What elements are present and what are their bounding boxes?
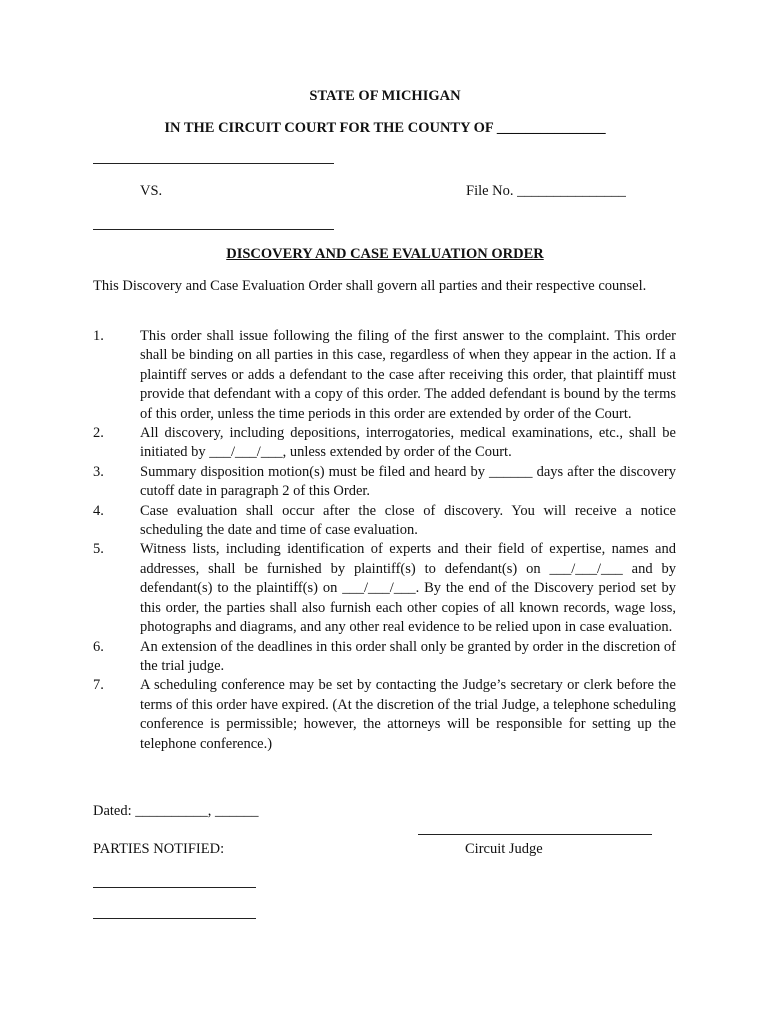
item-number: 5.	[93, 541, 104, 558]
vs-label: VS.	[140, 183, 163, 199]
court-title: IN THE CIRCUIT COURT FOR THE COUNTY OF _______________	[164, 120, 606, 136]
file-number-label: File No. _______________	[466, 183, 626, 199]
order-title: DISCOVERY AND CASE EVALUATION ORDER	[226, 246, 544, 262]
list-item	[93, 327, 676, 424]
parties-notified-label: PARTIES NOTIFIED:	[93, 841, 225, 857]
order-terms-list	[93, 327, 676, 754]
list-item	[93, 463, 676, 502]
item-number: 4.	[93, 502, 104, 519]
circuit-judge-label: Circuit Judge	[465, 841, 543, 857]
item-number: 2.	[93, 425, 104, 442]
state-title: STATE OF MICHIGAN	[309, 88, 461, 104]
list-item	[93, 540, 676, 637]
item-text: This order shall issue following the filing of the first answer to the complaint. This order shall be binding on all parties in this case, regardless of when they appear in the action. If a plaintiff serves or adds a defendant to the case after receiving this order, that plaintiff must provide that defendant with a copy of this order. The added defendant is bound by the terms of this order, unless the time periods in this order are extended by order of the Court.	[140, 328, 676, 422]
item-text: All discovery, including depositions, interrogatories, medical examinations, etc., shall be initiated by ___/___/___, unless extended by order of the Court.	[140, 425, 676, 461]
defendant-blank-line	[93, 229, 334, 230]
item-number: 6.	[93, 638, 104, 655]
list-item	[93, 638, 676, 677]
item-text: Summary disposition motion(s) must be filed and heard by ______ days after the discovery cutoff date in paragraph 2 of this Order.	[140, 463, 676, 500]
party-notified-line	[93, 887, 256, 888]
plaintiff-blank-line	[93, 163, 334, 164]
item-text: Case evaluation shall occur after the close of discovery. You will receive a notice scheduling the date and time of case evaluation.	[140, 502, 676, 539]
item-number: 3.	[93, 463, 104, 480]
item-text: An extension of the deadlines in this order shall only be granted by order in the discretion of the trial judge.	[140, 638, 676, 674]
list-item	[93, 424, 676, 463]
item-text: A scheduling conference may be set by contacting the Judge’s secretary or clerk before the terms of this order have expired. (At the discretion of the trial Judge, a telephone scheduling conference is permissible; however, the attorneys will be responsible for setting up the telephone conference.)	[140, 677, 676, 752]
item-text: Witness lists, including identification of experts and their field of expertise, names and addresses, shall be furnished by plaintiff(s) to defendant(s) on ___/___/___ and by defendant(s) to the plaintiff(s) on ___/___/___. By the end of the Discovery period set by this order, the parties shall also furnish each other copies of all known records, wage loss, photographs and diagrams, and any other real evidence to be relied upon in case evaluation.	[140, 541, 676, 636]
item-number: 1.	[93, 328, 104, 344]
party-notified-line	[93, 918, 256, 919]
list-item	[93, 676, 676, 754]
item-number: 7.	[93, 677, 104, 694]
list-item	[93, 502, 676, 541]
judge-signature-line	[418, 834, 652, 835]
dated-label: Dated: __________, ______	[93, 803, 259, 819]
intro-paragraph: This Discovery and Case Evaluation Order shall govern all parties and their respective counsel.	[93, 278, 647, 294]
